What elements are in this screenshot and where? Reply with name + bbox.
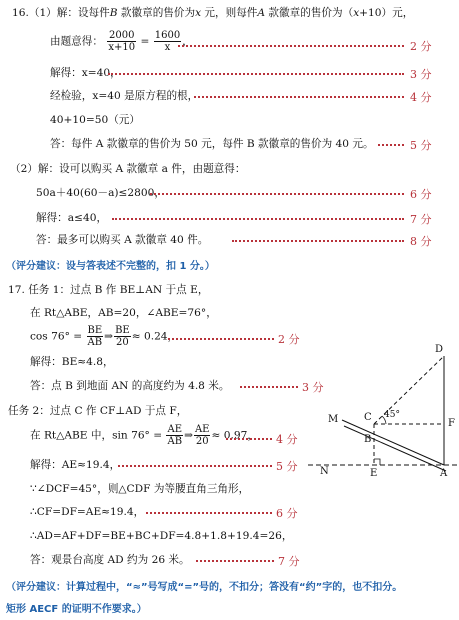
- score-leader: [146, 512, 272, 514]
- q17-task1-cos: cos 76° = $\frac{BE}{AB}$ ⇒ $\frac{BE}{20}$ ≈ 0.24，: [30, 325, 179, 348]
- label-m: M: [328, 414, 339, 425]
- label-c: C: [364, 412, 372, 423]
- q16-part2-answer: 答：最多可以购买 A 款徽章 40 件。: [36, 234, 209, 246]
- score-leader: [240, 386, 298, 388]
- fraction: $\frac{BE}{AB}$: [87, 325, 103, 348]
- score-mark: 7 分: [410, 213, 432, 226]
- q17-task2-answer: 答：观景台高度 AD 约为 26 米。: [30, 554, 190, 566]
- score-leader: [112, 218, 404, 220]
- fraction: $\frac{AE}{AB}$: [167, 424, 183, 447]
- q17-grading-note-line-2: 矩形 AECF 的证明不作要求。）: [6, 604, 147, 615]
- q17-task2-intro: 任务 2：过点 C 作 CF⊥AD 于点 F，: [8, 405, 188, 417]
- fraction: $\frac{AE}{20}$: [194, 424, 210, 447]
- score-leader: [168, 338, 274, 340]
- right-angle-mark: [374, 459, 380, 465]
- score-mark: 8 分: [410, 235, 432, 248]
- score-mark: 2 分: [278, 333, 300, 346]
- score-leader: [194, 96, 404, 98]
- geometry-figure: [300, 340, 459, 510]
- label-angle-45: 45°: [384, 410, 400, 420]
- score-leader: [178, 45, 404, 47]
- q16-part2-setup: （2）解：设可以购买 A 款徽章 a 件，由题意得：: [10, 163, 246, 175]
- q16-check: 经检验，x=40 是原方程的根，: [50, 90, 199, 102]
- q17-task1-intro: 17. 任务 1：过点 B 作 BE⊥AN 于点 E，: [8, 284, 209, 296]
- q16-answer: 答：每件 A 款徽章的售价为 50 元，每件 B 款徽章的售价为 40 元。: [50, 138, 374, 150]
- q16-inequality: 50a＋40(60－a)≤2800，: [36, 187, 165, 199]
- line-ma: [342, 420, 444, 465]
- label-n: N: [320, 466, 329, 477]
- label-e: E: [370, 468, 378, 479]
- label-f: F: [448, 418, 455, 429]
- fraction: $\frac{1600}{x}$: [154, 30, 181, 53]
- score-leader: [378, 144, 404, 146]
- q17-task1-solve: 解得：BE≈4.8，: [30, 356, 114, 368]
- q17-task2-isosceles: ∵∠DCF=45°，则△CDF 为等腰直角三角形，: [30, 483, 250, 495]
- score-mark: 7 分: [278, 555, 300, 568]
- q17-task2-cf: ∴CF=DF=AE≈19.4，: [30, 506, 145, 518]
- score-mark: 2 分: [410, 40, 432, 53]
- q16-part2-solve: 解得：a≤40，: [36, 212, 108, 224]
- score-leader: [232, 240, 404, 242]
- score-mark: 4 分: [410, 91, 432, 104]
- q16-line-1: 16.（1）解：设每件B 款徽章的售价为x 元，则每件A 款徽章的售价为（x+10）元，: [12, 7, 414, 19]
- q17-task2-solve: 解得：AE≈19.4，: [30, 459, 121, 471]
- label-b: B: [364, 434, 372, 445]
- score-mark: 3 分: [410, 68, 432, 81]
- score-mark: 5 分: [276, 460, 298, 473]
- score-leader: [226, 438, 272, 440]
- q16-solve: 解得：x=40，: [50, 67, 121, 79]
- score-leader: [150, 193, 404, 195]
- q16-calc: 40+10=50（元）: [50, 114, 140, 126]
- geometry-diagram: [300, 340, 459, 510]
- q17-task1-given: 在 Rt△ABE，AB=20，∠ABE=76°，: [30, 307, 217, 319]
- score-mark: 6 分: [276, 507, 298, 520]
- score-leader: [108, 73, 404, 75]
- score-mark: 6 分: [410, 188, 432, 201]
- q17-task2-sin: 在 Rt△ABE 中，sin 76° = $\frac{AE}{AB}$ ⇒ $\frac{AE}{20}$ ≈ 0.97，: [30, 424, 258, 447]
- score-mark: 5 分: [410, 139, 432, 152]
- score-mark: 4 分: [276, 433, 298, 446]
- q16-grading-note: （评分建议：设与答表述不完整的，扣 1 分。）: [6, 261, 215, 272]
- fraction: $\frac{2000}{x+10}$: [108, 30, 136, 53]
- q17-grading-note-line-1: （评分建议：计算过程中，“≈”号写成“=”号的，不扣分；答没有“约”字的，也不扣分。: [6, 582, 403, 593]
- q17-task1-answer: 答：点 B 到地面 AN 的高度约为 4.8 米。: [30, 380, 230, 392]
- score-leader: [196, 560, 274, 562]
- q16-equation: 由题意得： $\frac{2000}{x+10}$ = $\frac{1600}{x}$ ，: [50, 30, 193, 53]
- fraction: $\frac{BE}{20}$: [115, 325, 130, 348]
- label-d: D: [435, 344, 444, 355]
- score-leader: [118, 465, 272, 467]
- q17-task2-ad: ∴AD=AF+DF=BE+BC+DF=4.8+1.8+19.4=26，: [30, 530, 293, 542]
- label-a: A: [440, 468, 448, 479]
- score-mark: 3 分: [302, 381, 324, 394]
- line-ma-parallel: [344, 426, 446, 471]
